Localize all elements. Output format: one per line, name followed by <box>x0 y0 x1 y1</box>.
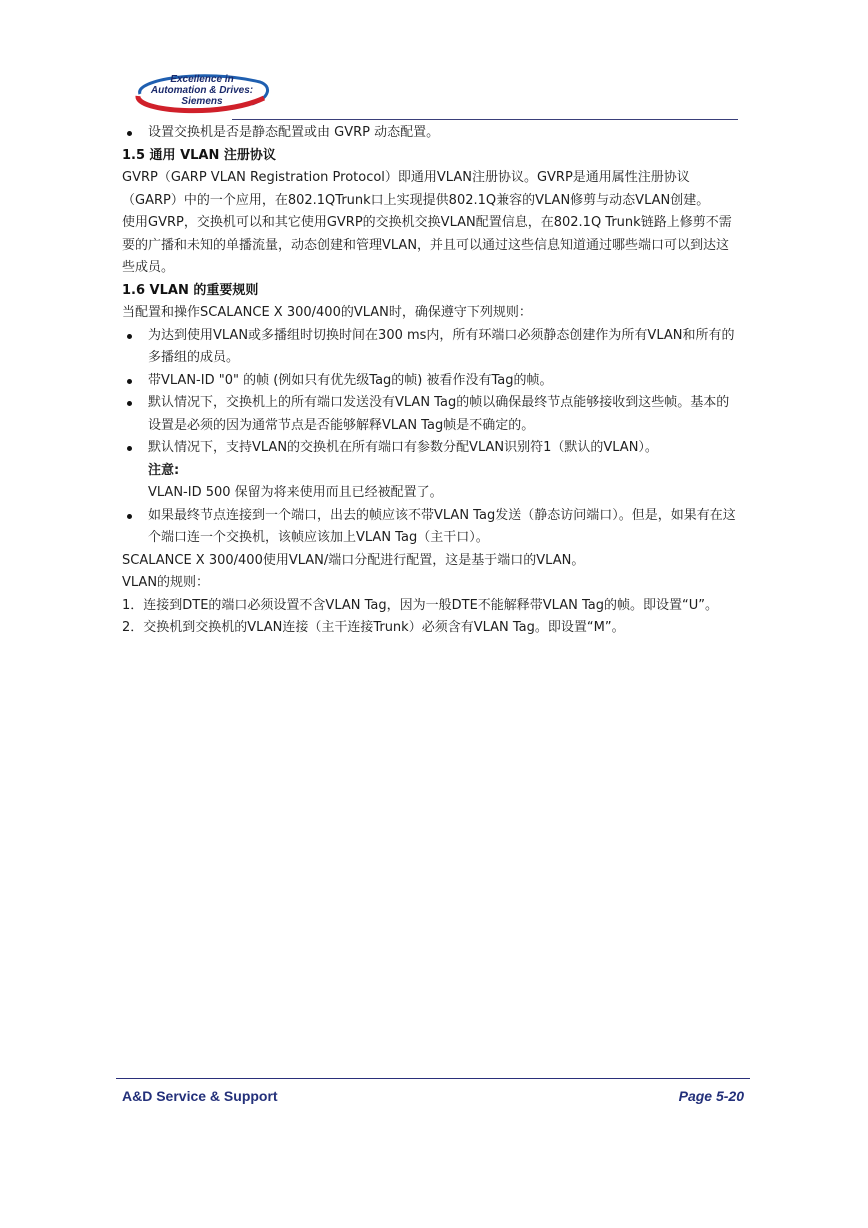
bullet-item: 设置交换机是否是静态配置或由 GVRP 动态配置。 <box>122 122 742 145</box>
paragraph: SCALANCE X 300/400使用VLAN/端口分配进行配置，这是基于端口的VLAN。 <box>122 552 585 568</box>
bullet-item: 默认情况下，支持VLAN的交换机在所有端口有参数分配VLAN识别符1（默认的VLAN）。 <box>122 437 742 460</box>
document-body <box>122 122 742 640</box>
note-label: 注意: <box>148 462 180 478</box>
section-heading: 1.6 VLAN 的重要规则 <box>122 282 259 298</box>
bullet-item: 默认情况下，交换机上的所有端口发送没有VLAN Tag的帧以确保最终节点能够接收到这些帧。基本的设置是必须的因为通常节点是否能够解释VLAN Tag帧是不确定的。 <box>122 392 742 437</box>
siemens-logo <box>132 72 272 118</box>
footer-divider <box>116 1078 750 1079</box>
logo-text <box>132 74 272 107</box>
bullet-item: 带VLAN-ID "0" 的帧 (例如只有优先级Tag的帧) 被看作没有Tag的帧。 <box>122 370 742 393</box>
bullet-item: 如果最终节点连接到一个端口，出去的帧应该不带VLAN Tag发送（静态访问端口）。但是，如果有在这个端口连一个交换机，该帧应该加上VLAN Tag（主干口）。 <box>122 505 742 550</box>
paragraph: VLAN的规则： <box>122 575 210 590</box>
numbered-item: 1．连接到DTE的端口必须设置不含VLAN Tag，因为一般DTE不能解释带VLAN Tag的帧。即设置“U”。 <box>122 597 718 613</box>
section-heading: 1.5 通用 VLAN 注册协议 <box>122 147 276 163</box>
page-number: Page 5-20 <box>678 1088 744 1104</box>
footer-title: A&D Service & Support <box>122 1088 278 1104</box>
logo-line-1: Excellence in <box>170 74 234 85</box>
numbered-item: 2．交换机到交换机的VLAN连接（主干连接Trunk）必须含有VLAN Tag。即设置“M”。 <box>122 620 625 635</box>
header-divider <box>232 119 738 120</box>
paragraph: 使用GVRP，交换机可以和其它使用GVRP的交换机交换VLAN配置信息，在802.1Q Trunk链路上修剪不需要的广播和未知的单播流量，动态创建和管理VLAN，并且可以通过这些信息知道通过哪些端口可以到达这些成员。 <box>122 215 732 275</box>
bullet-item: 为达到使用VLAN或多播组时切换时间在300 ms内，所有环端口必须静态创建作为所有VLAN和所有的多播组的成员。 <box>122 325 742 370</box>
paragraph: GVRP（GARP VLAN Registration Protocol）即通用VLAN注册协议。GVRP是通用属性注册协议（GARP）中的一个应用，在802.1QTrunk口上实现提供802.1Q兼容的VLAN修剪与动态VLAN创建。 <box>122 170 710 208</box>
paragraph: 当配置和操作SCALANCE X 300/400的VLAN时，确保遵守下列规则： <box>122 305 532 320</box>
logo-line-3: Siemens <box>181 96 223 107</box>
note-text: VLAN-ID 500 保留为将来使用而且已经被配置了。 <box>148 485 443 500</box>
logo-line-2: Automation & Drives: <box>150 85 254 96</box>
